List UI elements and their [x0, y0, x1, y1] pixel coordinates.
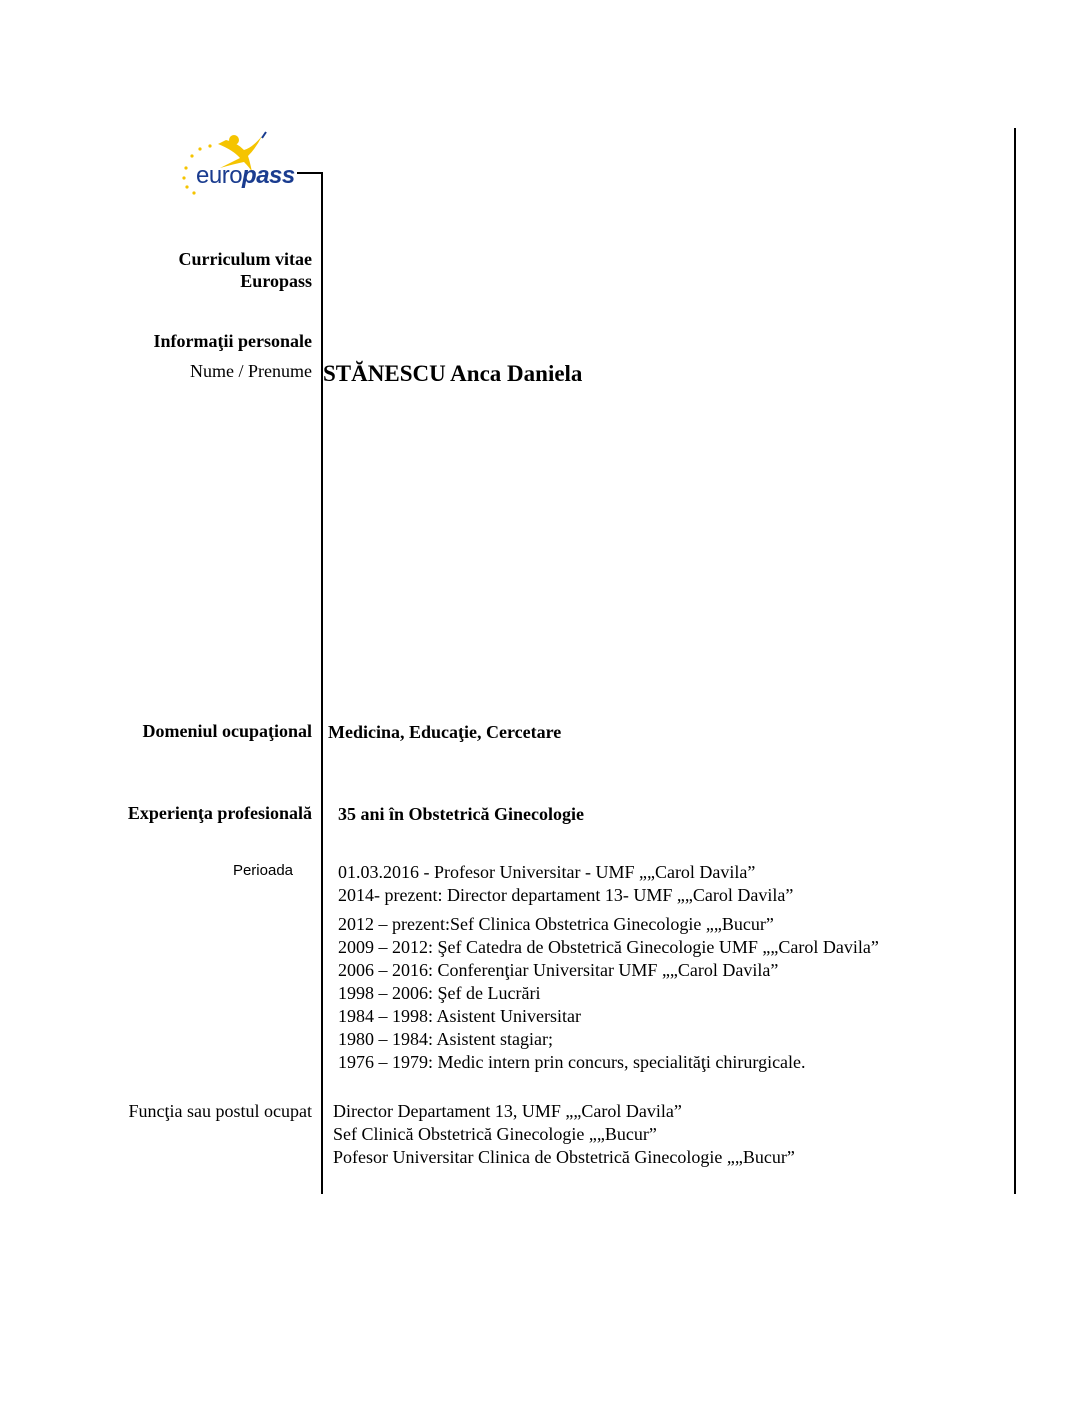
period-line: 2014- prezent: Director departament 13- UMF „„Carol Davila”	[338, 885, 794, 905]
period-line: 1976 – 1979: Medic intern prin concurs, specialităţi chirurgicale.	[338, 1052, 806, 1072]
domain-value: Medicina, Educaţie, Cercetare	[328, 722, 562, 742]
right-border	[1014, 128, 1016, 1194]
domain-label: Domeniul ocupaţional	[142, 721, 312, 741]
period-list-b	[338, 913, 879, 1074]
personal-info-heading: Informaţii personale	[153, 331, 312, 351]
cv-title-line2: Europass	[240, 271, 312, 291]
period-line: 1980 – 1984: Asistent stagiar;	[338, 1029, 553, 1049]
period-line: 2009 – 2012: Şef Catedra de Obstetrică Ginecologie UMF „„Carol Davila”	[338, 937, 879, 957]
full-name: STĂNESCU Anca Daniela	[323, 361, 583, 386]
period-line: 01.03.2016 - Profesor Universitar - UMF „„Carol Davila”	[338, 862, 756, 882]
cv-title-line1: Curriculum vitae	[178, 249, 312, 269]
experience-label: Experienţa profesională	[127, 803, 312, 823]
column-divider	[321, 172, 323, 1194]
function-line: Pofesor Universitar Clinica de Obstetrică Ginecologie „„Bucur”	[333, 1147, 795, 1167]
experience-value: 35 ani în Obstetrică Ginecologie	[338, 804, 584, 824]
logo-connector-line	[297, 172, 323, 174]
function-label: Funcţia sau postul ocupat	[128, 1101, 312, 1121]
function-line: Director Departament 13, UMF „„Carol Davila”	[333, 1101, 682, 1121]
period-line: 1984 – 1998: Asistent Universitar	[338, 1006, 581, 1026]
function-line: Sef Clinică Obstetrică Ginecologie „„Bucur”	[333, 1124, 657, 1144]
period-line: 1998 – 2006: Şef de Lucrări	[338, 983, 541, 1003]
logo-text-euro: euro	[196, 162, 243, 189]
period-line: 2006 – 2016: Conferenţiar Universitar UMF „„Carol Davila”	[338, 960, 779, 980]
period-list-a	[338, 861, 793, 907]
name-label: Nume / Prenume	[190, 361, 312, 381]
period-label: Perioada	[232, 862, 293, 879]
function-list	[333, 1100, 795, 1169]
period-line: 2012 – prezent:Sef Clinica Obstetrica Ginecologie „„Bucur”	[338, 914, 774, 934]
europass-logo	[178, 128, 300, 198]
logo-text-pass: pass	[242, 162, 295, 189]
